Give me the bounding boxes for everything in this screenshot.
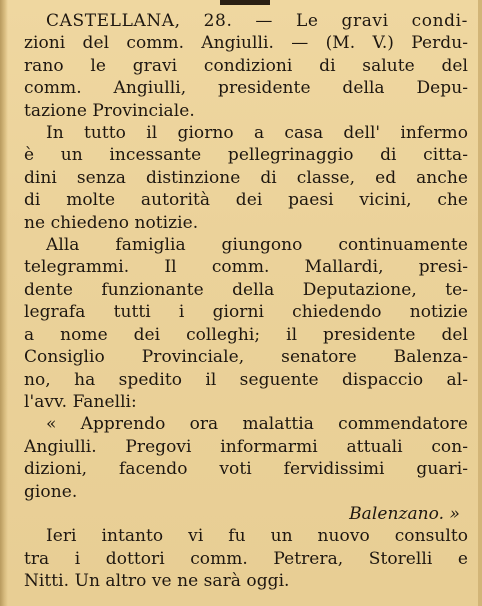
article-line: dente funzionante della Deputazione, te- — [24, 279, 468, 300]
article-line: l'avv. Fanelli: — [24, 391, 137, 412]
article-line: Nitti. Un altro ve ne sarà oggi. — [24, 571, 290, 592]
article-line: In tutto il giorno a casa dell' infermo — [46, 123, 468, 144]
article-line-dateline: CASTELLANA, 28. — Le gravi condi- — [46, 11, 468, 31]
telegram-line: Angiulli. Pregovi informarmi attuali con- — [24, 436, 468, 457]
column-top-rule — [220, 0, 270, 5]
article-line: di molte autorità dei paesi vicini, che — [24, 190, 468, 211]
page-edge-right — [478, 0, 482, 606]
article-line: zioni del comm. Angiulli. — (M. V.) Perdu- — [24, 33, 468, 54]
article-line: comm. Angiulli, presidente della Depu- — [24, 78, 468, 99]
article-line: Ieri intanto vi fu un nuovo consulto — [46, 526, 468, 547]
article-line: legrafa tutti i giorni chiedendo notizie — [24, 302, 468, 323]
page-edge-shadow — [0, 0, 8, 606]
article-line: no, ha spedito il seguente dispaccio al- — [24, 369, 468, 390]
article-line: dini senza distinzione di classe, ed anche — [24, 167, 468, 188]
telegram-line: gione. — [24, 481, 78, 502]
article-line: rano le gravi condizioni di salute del — [24, 55, 468, 76]
article-line: a nome dei colleghi; il presidente del — [24, 324, 468, 345]
article-line: è un incessante pellegrinaggio di citta- — [24, 145, 468, 166]
telegram-line: « Apprendo ora malattia commendatore — [46, 414, 468, 435]
article-line: tazione Provinciale. — [24, 100, 195, 121]
telegram-line: dizioni, facendo voti fervidissimi guari- — [24, 459, 468, 480]
article-line: Alla famiglia giungono continuamente — [46, 235, 468, 256]
telegram-signature: Balenzano. » — [349, 503, 460, 524]
article-line: Consiglio Provinciale, senatore Balenza- — [24, 347, 468, 368]
article-body — [24, 10, 468, 593]
article-line: ne chiedeno notizie. — [24, 212, 199, 233]
article-line: telegrammi. Il comm. Mallardi, presi- — [24, 257, 468, 278]
article-line: tra i dottori comm. Petrera, Storelli e — [24, 548, 468, 569]
